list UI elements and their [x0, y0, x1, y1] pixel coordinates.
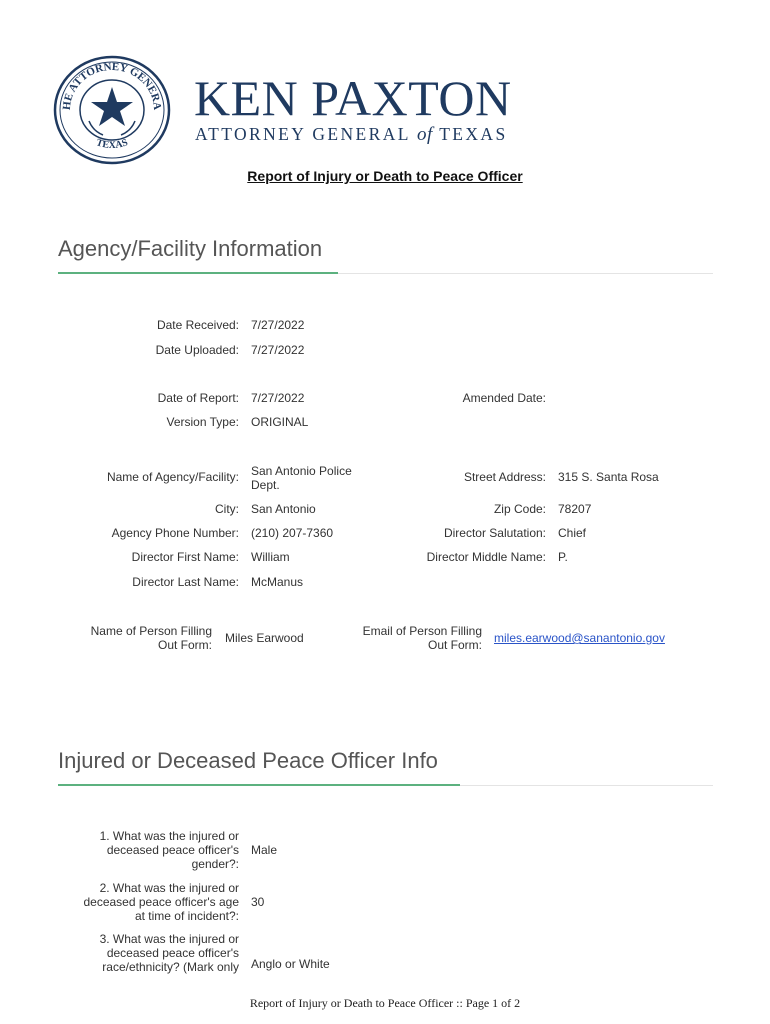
director-first-name-label: Director First Name: [131, 550, 239, 564]
filler-name-value: Miles Earwood [225, 631, 304, 645]
date-of-report-label: Date of Report: [157, 391, 239, 405]
question-2-line-2: deceased peace officer's age [83, 895, 239, 909]
filler-name-label-line-1: Name of Person Filling [90, 624, 212, 638]
filler-email-label [330, 624, 482, 652]
brand-name: KEN PAXTON [194, 70, 512, 126]
question-1-label [58, 829, 239, 871]
date-uploaded-value: 7/27/2022 [251, 343, 305, 357]
brand-subtitle [195, 124, 508, 146]
zip-code-value: 78207 [558, 502, 592, 516]
agency-name-label: Name of Agency/Facility: [106, 470, 239, 484]
director-last-name-label: Director Last Name: [132, 575, 239, 589]
section-accent-line [58, 272, 338, 274]
date-received-label: Date Received: [156, 318, 239, 332]
filler-email-label-line-1: Email of Person Filling [362, 624, 482, 638]
date-uploaded-label: Date Uploaded: [155, 343, 239, 357]
filler-name-label-line-2: Out Form: [157, 638, 212, 652]
section-accent-line [58, 784, 460, 786]
agency-name-line-1: San Antonio Police [251, 464, 352, 478]
agency-phone-value: (210) 207-7360 [251, 526, 334, 540]
question-2-line-1: 2. What was the injured or [99, 881, 239, 895]
agency-section-heading: Agency/Facility Information [58, 236, 323, 261]
question-3-line-1: 3. What was the injured or [99, 932, 239, 946]
city-value: San Antonio [251, 502, 316, 516]
agency-name-value [251, 464, 352, 492]
question-1-line-2: deceased peace officer's [106, 843, 239, 857]
date-of-report-value: 7/27/2022 [251, 391, 305, 405]
svg-text:THE ATTORNEY GENERAL: HE ATTORNEY GENERA [60, 60, 164, 111]
question-1-answer: Male [251, 843, 278, 857]
question-3-answer: Anglo or White [251, 957, 330, 971]
question-2-answer: 30 [251, 895, 265, 909]
director-first-name-value: William [251, 550, 290, 564]
question-2-line-3: at time of incident?: [134, 909, 239, 923]
street-address-value: 315 S. Santa Rosa [558, 470, 659, 484]
filler-email-label-line-2: Out Form: [427, 638, 482, 652]
filler-email-link[interactable]: miles.earwood@sanantonio.gov [494, 631, 665, 645]
director-salutation-value: Chief [558, 526, 587, 540]
brand-subtitle-of: of [416, 124, 433, 145]
agency-phone-label: Agency Phone Number: [111, 526, 239, 540]
attorney-general-seal-logo [53, 55, 171, 165]
page-footer: Report of Injury or Death to Peace Officer :: Page 1 of 2 [249, 996, 521, 1010]
question-3-line-2: deceased peace officer's [106, 946, 239, 960]
question-3-line-3: race/ethnicity? (Mark only [102, 960, 239, 974]
svg-text:TEXAS: TEXAS [94, 137, 130, 152]
officer-section-heading: Injured or Deceased Peace Officer Info [58, 748, 438, 773]
brand-subtitle-part-1: ATTORNEY GENERAL [195, 124, 417, 144]
director-salutation-label: Director Salutation: [443, 526, 546, 540]
city-label: City: [215, 502, 239, 516]
street-address-label: Street Address: [463, 470, 546, 484]
question-1-line-3: gender?: [191, 857, 239, 871]
zip-code-label: Zip Code: [493, 502, 546, 516]
question-2-label [58, 881, 239, 923]
director-last-name-value: McManus [251, 575, 304, 589]
report-title: Report of Injury or Death to Peace Officer [247, 168, 523, 184]
question-1-line-1: 1. What was the injured or [99, 829, 239, 843]
director-middle-name-value: P. [558, 550, 568, 564]
version-type-value: ORIGINAL [251, 415, 309, 429]
question-3-label [58, 932, 239, 974]
brand-subtitle-part-2: TEXAS [432, 124, 508, 144]
filler-name-label [58, 624, 212, 652]
director-middle-name-label: Director Middle Name: [426, 550, 546, 564]
agency-name-line-2: Dept. [251, 478, 280, 492]
date-received-value: 7/27/2022 [251, 318, 305, 332]
amended-date-label: Amended Date: [462, 391, 546, 405]
version-type-label: Version Type: [166, 415, 239, 429]
